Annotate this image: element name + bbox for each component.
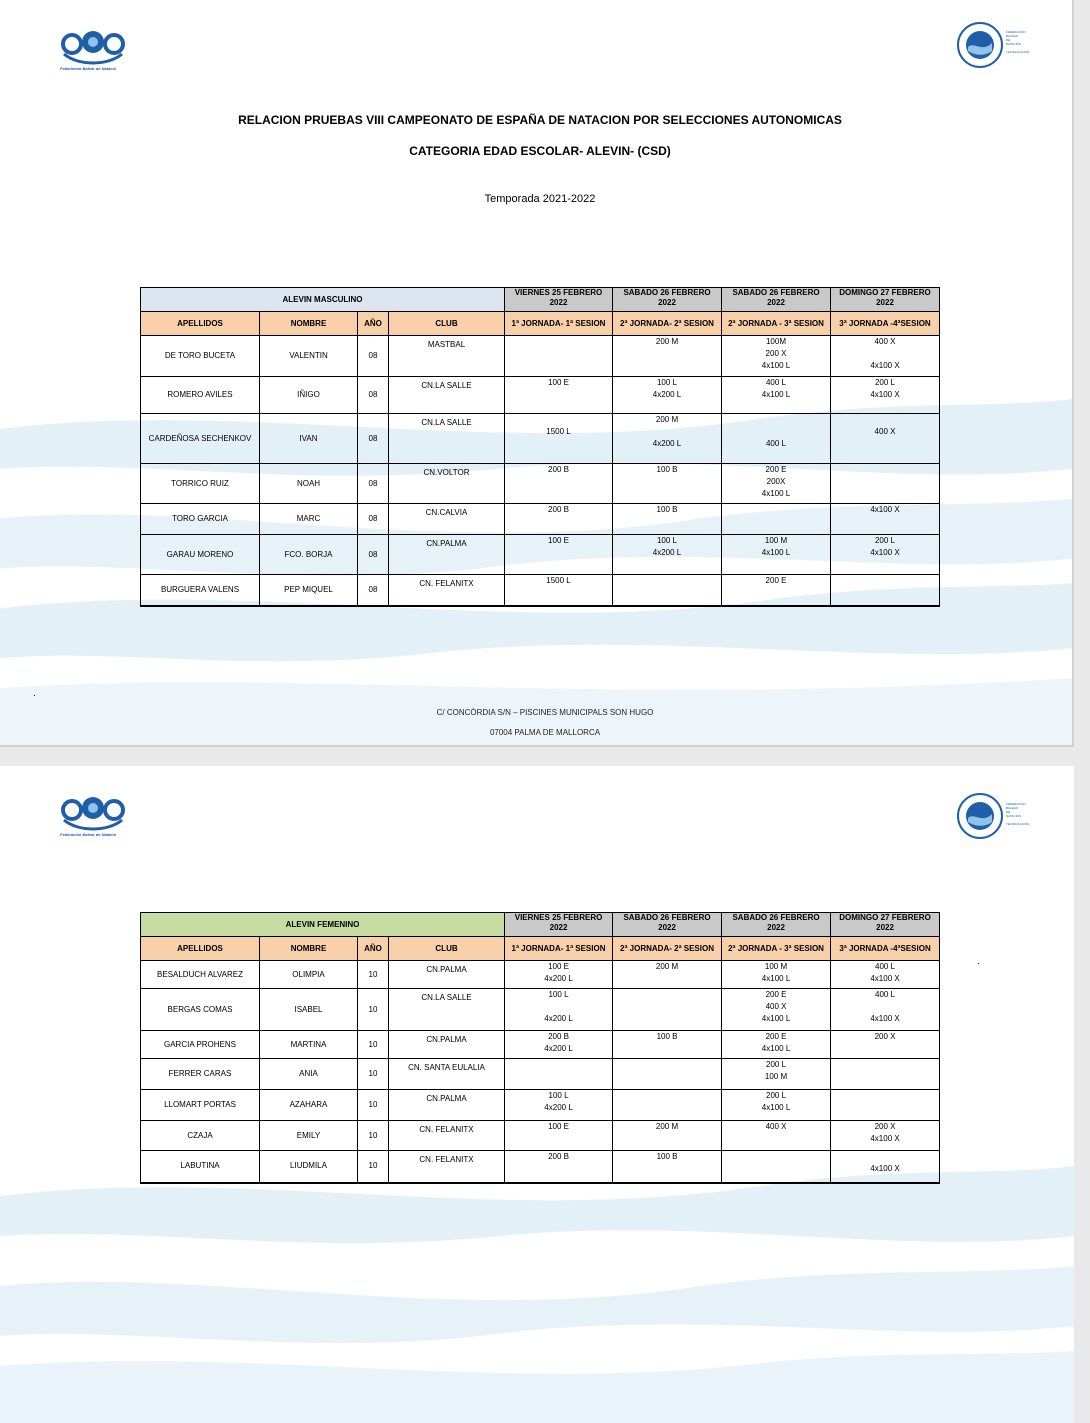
event-entry: 200 E [765, 990, 787, 999]
cell-session-3 [722, 414, 831, 464]
column-header-5: 1ª JORNADA- 1ª SESION [505, 312, 613, 336]
cell-session-4 [831, 1121, 940, 1151]
document-subtitle: CATEGORIA EDAD ESCOLAR- ALEVIN- (CSD) [409, 144, 671, 158]
column-header-3: AÑO [358, 312, 389, 336]
event-entry [615, 426, 719, 438]
day-header-3: SABADO 26 FEBRERO 2022 [722, 288, 831, 312]
table-row [141, 336, 940, 377]
event-entry: 4x200 L [652, 390, 682, 399]
category-header: ALEVIN FEMENINO [141, 913, 505, 937]
cell-club: CN.VOLTOR [389, 464, 505, 504]
cell-session-1 [505, 1121, 613, 1151]
cell-session-3 [722, 1059, 831, 1090]
cell-ano: 10 [358, 1090, 389, 1121]
column-header-2: NOMBRE [260, 312, 358, 336]
column-header-1: APELLIDOS [141, 937, 260, 961]
cell-apellidos: ROMERO AVILES [141, 377, 260, 414]
federacion-balear-logo-icon [58, 794, 128, 846]
footer-address: C/ CONCÒRDIA S/N – PISCINES MUNICIPALS SON HUGO [436, 708, 654, 717]
event-entry: 100 L [656, 378, 678, 387]
cell-session-1 [505, 1031, 613, 1059]
day-header-4: DOMINGO 27 FEBRERO 2022 [831, 288, 940, 312]
tecnificacion-seal-icon [956, 21, 1004, 69]
cell-session-2 [613, 1031, 722, 1059]
event-entry: 4x100 L [761, 361, 791, 370]
event-entry: 100 L [656, 536, 678, 545]
column-header-3: AÑO [358, 937, 389, 961]
table-row [141, 377, 940, 414]
event-entry: 200 E [765, 465, 787, 474]
cell-apellidos: FERRER CARAS [141, 1059, 260, 1090]
cell-ano: 10 [358, 1121, 389, 1151]
cell-session-3 [722, 535, 831, 575]
event-entry: 400 X [765, 1002, 787, 1011]
cell-apellidos: BURGUERA VALENS [141, 575, 260, 606]
event-entry: 200 E [765, 576, 787, 585]
cell-apellidos: CZAJA [141, 1121, 260, 1151]
cell-session-4 [831, 504, 940, 535]
event-entry: 4x200 L [652, 548, 682, 557]
table-row [141, 1151, 940, 1183]
tecnificacion-seal-icon [956, 792, 1004, 840]
cell-club: CN.LA SALLE [389, 377, 505, 414]
column-header-8: 3ª JORNADA -4ªSESION [831, 937, 940, 961]
table-row [141, 1031, 940, 1059]
event-entry [507, 414, 610, 426]
event-entry: 100 B [656, 505, 678, 514]
event-entry: 200 B [548, 505, 569, 514]
event-entry: 200 X [874, 1122, 896, 1131]
cell-session-1 [505, 1059, 613, 1090]
event-entry: 100 E [548, 536, 569, 545]
cell-apellidos: LLOMART PORTAS [141, 1090, 260, 1121]
cell-apellidos: GARCIA PROHENS [141, 1031, 260, 1059]
cell-session-4 [831, 535, 940, 575]
cell-session-2 [613, 1090, 722, 1121]
event-entry: 100M [765, 337, 786, 346]
event-entry: 4x200 L [544, 974, 573, 983]
event-entry: 4x100 L [761, 1044, 791, 1053]
day-header-1: VIERNES 25 FEBRERO 2022 [505, 288, 613, 312]
cell-club: CN.PALMA [389, 961, 505, 989]
cell-ano: 10 [358, 1059, 389, 1090]
event-entry: 400 X [874, 427, 896, 436]
cell-club: MASTBAL [389, 336, 505, 377]
event-entry [833, 1001, 937, 1013]
cell-apellidos: BERGAS COMAS [141, 989, 260, 1031]
event-entry: 1500 L [546, 576, 571, 585]
table-row [141, 414, 940, 464]
event-entry: 400 L [765, 439, 787, 448]
cell-ano: 10 [358, 1151, 389, 1183]
column-header-6: 2ª JORNADA- 2ª SESION [613, 937, 722, 961]
cell-session-3 [722, 575, 831, 606]
document-title: RELACION PRUEBAS VIII CAMPEONATO DE ESPAÑA DE NATACION POR SELECCIONES AUTONOMICAS [238, 113, 842, 127]
cell-nombre: ISABEL [260, 989, 358, 1031]
cell-nombre: MARC [260, 504, 358, 535]
event-entry: 200 X [765, 349, 787, 358]
event-entry: 4x200 L [544, 1103, 573, 1112]
cell-nombre: LIUDMILA [260, 1151, 358, 1183]
event-entry: 4x100 X [870, 974, 900, 983]
cell-nombre: AZAHARA [260, 1090, 358, 1121]
event-entry: 100 B [656, 1032, 678, 1041]
cell-session-4 [831, 1151, 940, 1183]
event-entry: 4x100 L [761, 489, 791, 498]
cell-apellidos: TORRICO RUIZ [141, 464, 260, 504]
event-entry: 4x100 L [761, 974, 791, 983]
cell-session-2 [613, 414, 722, 464]
event-entry: 4x100 X [870, 1134, 900, 1143]
day-header-4: DOMINGO 27 FEBRERO 2022 [831, 913, 940, 937]
cell-session-1 [505, 961, 613, 989]
table-row [141, 464, 940, 504]
cell-session-3 [722, 464, 831, 504]
cell-nombre: IVAN [260, 414, 358, 464]
event-entry: 100 B [656, 1152, 678, 1161]
cell-session-4 [831, 336, 940, 377]
cell-session-2 [613, 575, 722, 606]
logo-right-text: FEDERACIÓN BALEAR DE NATACIÓN · TECNIFICACIÓN [1006, 802, 1030, 826]
column-header-1: APELLIDOS [141, 312, 260, 336]
column-header-6: 2ª JORNADA- 2ª SESION [613, 312, 722, 336]
event-entry: 200 X [874, 1032, 896, 1041]
table-row [141, 1090, 940, 1121]
event-entry: 4x100 X [870, 1014, 900, 1023]
cell-ano: 08 [358, 575, 389, 606]
table-row [141, 535, 940, 575]
cell-club: CN.PALMA [389, 1031, 505, 1059]
cell-apellidos: DE TORO BUCETA [141, 336, 260, 377]
cell-apellidos: BESALDUCH ALVAREZ [141, 961, 260, 989]
cell-session-3 [722, 1090, 831, 1121]
logo-left-caption: Federación Balear de Natació [60, 832, 117, 837]
alevin-femenino-table [140, 912, 940, 1184]
event-entry: 200 B [548, 1032, 569, 1041]
cell-session-3 [722, 377, 831, 414]
category-header: ALEVIN MASCULINO [141, 288, 505, 312]
cell-ano: 08 [358, 504, 389, 535]
event-entry: 100 M [764, 1072, 788, 1081]
cell-session-4 [831, 414, 940, 464]
cell-session-1 [505, 575, 613, 606]
cell-session-1 [505, 535, 613, 575]
event-entry [507, 1001, 610, 1013]
event-entry [833, 348, 937, 360]
cell-club: CN.LA SALLE [389, 989, 505, 1031]
cell-nombre: OLIMPIA [260, 961, 358, 989]
cell-club: CN.PALMA [389, 1090, 505, 1121]
event-entry: 4x200 L [544, 1014, 573, 1023]
event-entry: 100 E [548, 962, 569, 971]
cell-session-2 [613, 377, 722, 414]
cell-club: CN. FELANITX [389, 575, 505, 606]
event-entry: 200 B [548, 465, 569, 474]
column-header-4: CLUB [389, 937, 505, 961]
cell-ano: 08 [358, 464, 389, 504]
cell-ano: 08 [358, 535, 389, 575]
event-entry: 100 E [548, 1122, 569, 1131]
event-entry: 400 L [765, 378, 787, 387]
cell-club: CN.LA SALLE [389, 414, 505, 464]
event-entry [724, 426, 828, 438]
document-page-2 [0, 766, 1074, 1423]
cell-session-2 [613, 464, 722, 504]
cell-session-2 [613, 1059, 722, 1090]
cell-session-4 [831, 575, 940, 606]
column-header-8: 3ª JORNADA -4ªSESION [831, 312, 940, 336]
cell-session-1 [505, 1151, 613, 1183]
event-entry: 4x100 X [870, 1164, 900, 1173]
column-header-7: 2ª JORNADA - 3ª SESION [722, 312, 831, 336]
event-entry: 4x100 X [870, 361, 900, 370]
cell-session-1 [505, 464, 613, 504]
event-entry: 200 L [874, 536, 896, 545]
event-entry: 4x200 L [652, 439, 682, 448]
cell-apellidos: LABUTINA [141, 1151, 260, 1183]
cell-nombre: NOAH [260, 464, 358, 504]
day-header-1: VIERNES 25 FEBRERO 2022 [505, 913, 613, 937]
cell-ano: 08 [358, 336, 389, 377]
event-entry: 4x100 X [870, 505, 900, 514]
cell-session-1 [505, 1090, 613, 1121]
cell-session-2 [613, 336, 722, 377]
cell-session-3 [722, 504, 831, 535]
event-entry: 4x100 X [870, 548, 900, 557]
event-entry: 1500 L [546, 427, 571, 436]
cell-session-4 [831, 464, 940, 504]
logo-right-text: FEDERACIÓN BALEAR DE NATACIÓN · TECNIFICACIÓN [1006, 30, 1030, 54]
cell-session-2 [613, 961, 722, 989]
event-entry: 200 L [766, 1060, 787, 1069]
cell-ano: 08 [358, 377, 389, 414]
cell-session-2 [613, 989, 722, 1031]
cell-session-2 [613, 1151, 722, 1183]
cell-apellidos: TORO GARCIA [141, 504, 260, 535]
cell-session-1 [505, 377, 613, 414]
event-entry: 400 L [875, 962, 896, 971]
table-row [141, 1059, 940, 1090]
event-entry: 200 L [874, 378, 896, 387]
table-row [141, 989, 940, 1031]
event-entry: 200X [766, 477, 786, 486]
cell-session-4 [831, 1090, 940, 1121]
footer-city: 07004 PALMA DE MALLORCA [489, 728, 601, 737]
cell-nombre: VALENTIN [260, 336, 358, 377]
event-entry: 400 X [765, 1122, 787, 1131]
cell-club: CN. FELANITX [389, 1121, 505, 1151]
event-entry: 200 E [765, 1032, 787, 1041]
logo-left-caption: Federación Balear de Natació [60, 66, 117, 71]
cell-session-3 [722, 336, 831, 377]
cell-club: CN.CALVIA [389, 504, 505, 535]
cell-session-3 [722, 989, 831, 1031]
event-entry [724, 414, 828, 426]
cell-session-3 [722, 1121, 831, 1151]
cell-nombre: MARTINA [260, 1031, 358, 1059]
day-header-2: SABADO 26 FEBRERO 2022 [613, 913, 722, 937]
table-row [141, 961, 940, 989]
table-row [141, 575, 940, 606]
event-entry: 200 M [655, 337, 679, 346]
column-header-5: 1ª JORNADA- 1ª SESION [505, 937, 613, 961]
cell-apellidos: GARAU MORENO [141, 535, 260, 575]
column-header-2: NOMBRE [260, 937, 358, 961]
cell-apellidos: CARDEÑOSA SECHENKOV [141, 414, 260, 464]
cell-session-3 [722, 961, 831, 989]
event-entry [833, 414, 937, 426]
cell-nombre: EMILY [260, 1121, 358, 1151]
cell-session-3 [722, 1031, 831, 1059]
season-label: Temporada 2021-2022 [484, 193, 596, 205]
event-entry: 4x100 L [761, 1103, 791, 1112]
event-entry: 100 B [656, 465, 678, 474]
cell-session-1 [505, 504, 613, 535]
event-entry: 4x100 X [870, 390, 900, 399]
event-entry: 400 X [874, 337, 896, 346]
cell-session-4 [831, 1059, 940, 1090]
cell-club: CN.PALMA [389, 535, 505, 575]
event-entry: 4x200 L [544, 1044, 573, 1053]
cell-session-1 [505, 414, 613, 464]
cell-session-4 [831, 377, 940, 414]
stray-dot: . [977, 956, 980, 967]
cell-ano: 10 [358, 1031, 389, 1059]
event-entry: 200 L [766, 1091, 787, 1100]
event-entry: 100 M [764, 536, 788, 545]
cell-ano: 10 [358, 989, 389, 1031]
event-entry: 100 L [548, 1091, 569, 1100]
table-row [141, 504, 940, 535]
cell-club: CN. SANTA EULALIA [389, 1059, 505, 1090]
cell-nombre: IÑIGO [260, 377, 358, 414]
event-entry: 200 M [655, 962, 679, 971]
event-entry [833, 1151, 937, 1163]
cell-session-4 [831, 961, 940, 989]
cell-ano: 08 [358, 414, 389, 464]
column-header-4: CLUB [389, 312, 505, 336]
cell-session-1 [505, 336, 613, 377]
event-entry: 200 B [548, 1152, 569, 1161]
stray-dot: . [33, 688, 36, 699]
cell-nombre: FCO. BORJA [260, 535, 358, 575]
cell-ano: 10 [358, 961, 389, 989]
day-header-3: SABADO 26 FEBRERO 2022 [722, 913, 831, 937]
cell-session-2 [613, 1121, 722, 1151]
event-entry: 100 L [548, 990, 569, 999]
event-entry: 4x100 L [761, 390, 791, 399]
alevin-masculino-table [140, 287, 940, 607]
table-row [141, 1121, 940, 1151]
column-header-7: 2ª JORNADA - 3ª SESION [722, 937, 831, 961]
federacion-balear-logo-icon [58, 28, 128, 80]
cell-session-1 [505, 989, 613, 1031]
cell-club: CN. FELANITX [389, 1151, 505, 1183]
event-entry: 200 M [655, 415, 679, 424]
event-entry: 4x100 L [761, 1014, 791, 1023]
cell-session-2 [613, 535, 722, 575]
day-header-2: SABADO 26 FEBRERO 2022 [613, 288, 722, 312]
event-entry: 4x100 L [761, 548, 791, 557]
cell-nombre: PEP MIQUEL [260, 575, 358, 606]
cell-session-4 [831, 1031, 940, 1059]
cell-session-4 [831, 989, 940, 1031]
cell-nombre: ANIA [260, 1059, 358, 1090]
event-entry: 100 E [548, 378, 569, 387]
cell-session-3 [722, 1151, 831, 1183]
event-entry: 200 M [655, 1122, 679, 1131]
event-entry: 400 L [875, 990, 896, 999]
cell-session-2 [613, 504, 722, 535]
event-entry: 100 M [764, 962, 788, 971]
